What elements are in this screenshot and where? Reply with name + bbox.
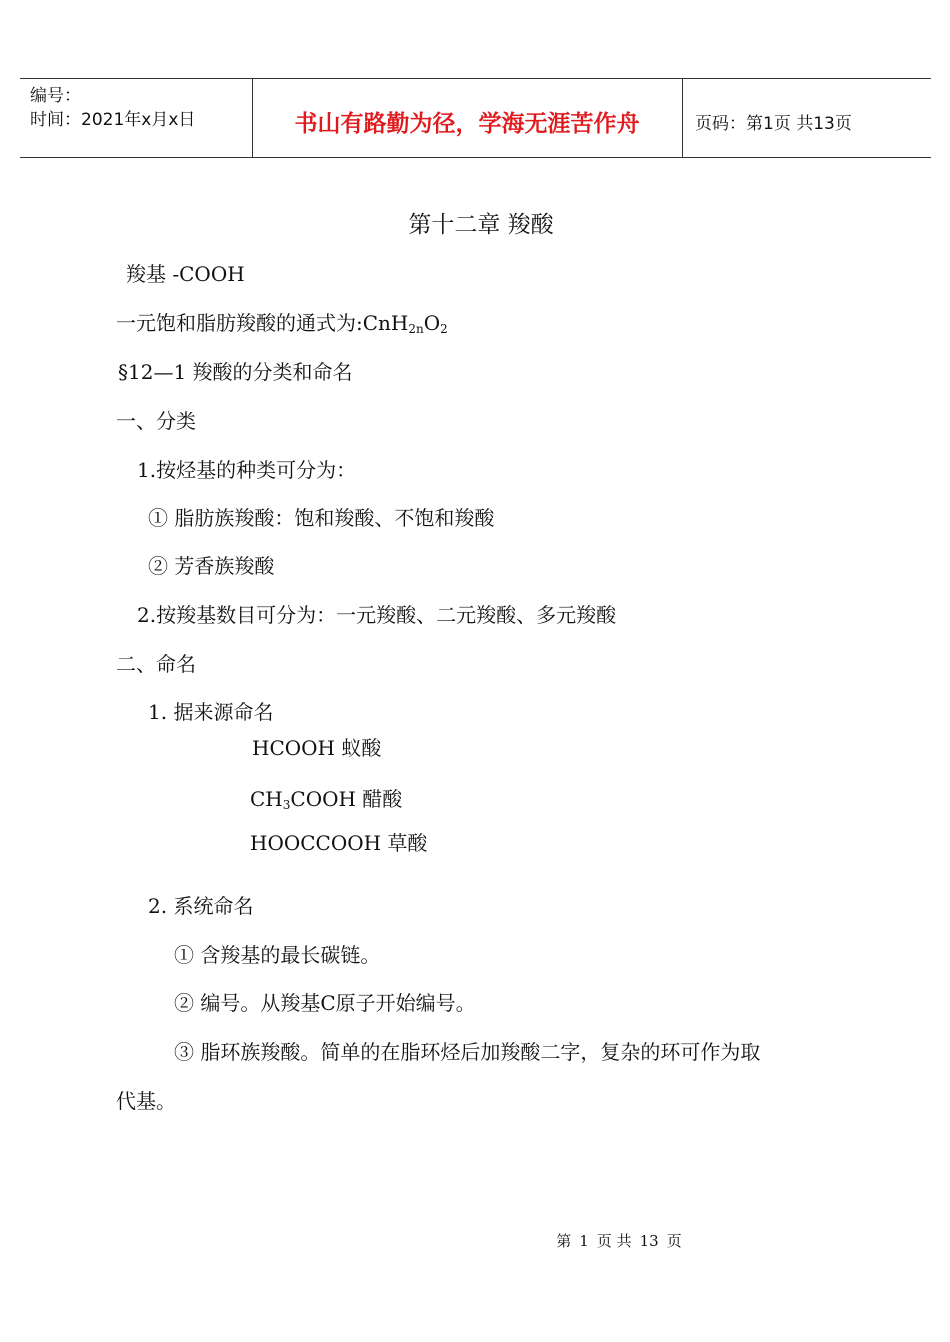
classification-item-1a: ① 脂肪族羧酸：饱和羧酸、不饱和羧酸 [148, 506, 495, 530]
example-formic-acid: HCOOH 蚁酸 [252, 736, 382, 760]
document-number-label: 编号： [30, 86, 81, 106]
header-left-cell [20, 79, 253, 157]
naming-rule-3: ③ 脂环族羧酸。简单的在脂环烃后加羧酸二字，复杂的环可作为取 [174, 1040, 761, 1064]
chapter-title: 第十二章 羧酸 [408, 212, 554, 238]
formula-prefix: 一元饱和脂肪羧酸的通式为:CnH [116, 311, 409, 335]
footer-total-pages: 13 [639, 1232, 659, 1250]
general-formula-line [116, 307, 448, 336]
page-header [20, 78, 931, 158]
footer-page-number: 1 [579, 1232, 589, 1250]
acetic-prefix: CH [250, 787, 283, 811]
footer-middle: 页 共 [596, 1232, 632, 1250]
naming-item-1: 1. 据来源命名 [148, 700, 274, 724]
motto-text: 书山有路勤为径，学海无涯苦作舟 [294, 111, 640, 137]
naming-item-2: 2. 系统命名 [148, 894, 254, 918]
naming-rule-3-continuation: 代基。 [116, 1089, 176, 1113]
classification-item-2: 2.按羧基数目可分为：一元羧酸、二元羧酸、多元羧酸 [137, 603, 617, 627]
classification-item-1: 1.按烃基的种类可分为： [137, 458, 357, 482]
classification-item-1b: ② 芳香族羧酸 [148, 554, 275, 578]
formula-oxygen: O [423, 311, 441, 335]
formula-subscript-2n: 2n [408, 322, 424, 336]
footer-suffix: 页 [666, 1232, 682, 1250]
naming-heading: 二、命名 [116, 652, 196, 676]
header-middle-cell [252, 79, 683, 157]
acetic-suffix: COOH 醋酸 [290, 787, 403, 811]
acetic-subscript: 3 [282, 798, 291, 812]
example-acetic-acid [250, 783, 402, 812]
page-footer [0, 1230, 950, 1251]
header-right-cell [683, 79, 931, 157]
carboxyl-group-line: 羧基 -COOH [126, 262, 245, 286]
section-heading: §12—1 羧酸的分类和命名 [118, 360, 353, 384]
classification-heading: 一、分类 [116, 409, 196, 433]
document-time-label: 时间：2021年x月x日 [30, 110, 196, 130]
footer-prefix: 第 [556, 1232, 572, 1250]
naming-rule-1: ① 含羧基的最长碳链。 [174, 943, 381, 967]
header-page-info: 页码：第1页 共13页 [695, 114, 852, 134]
example-oxalic-acid: HOOCCOOH 草酸 [250, 831, 428, 855]
naming-rule-2: ② 编号。从羧基C原子开始编号。 [174, 991, 476, 1015]
formula-subscript-2: 2 [440, 322, 448, 336]
